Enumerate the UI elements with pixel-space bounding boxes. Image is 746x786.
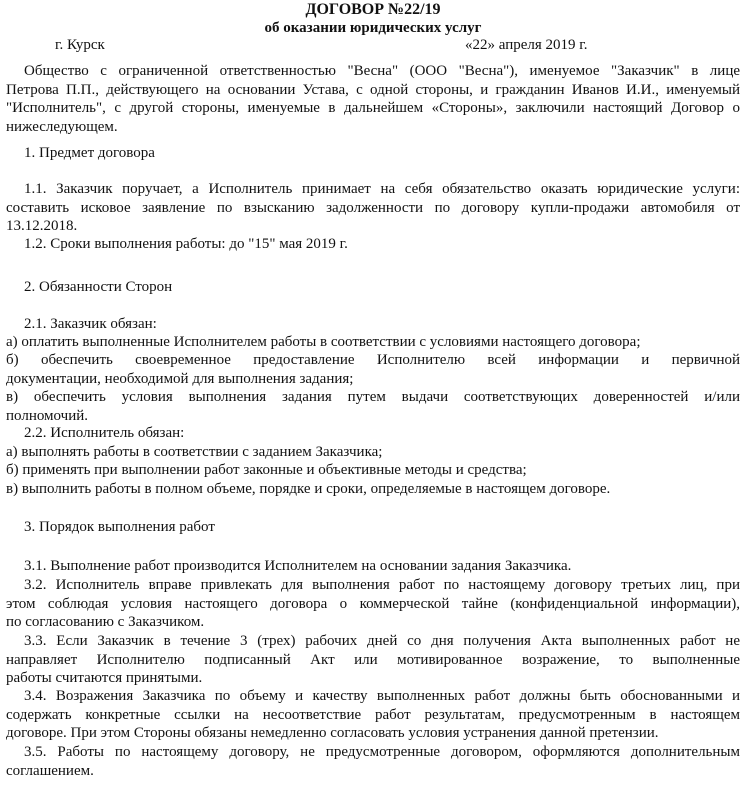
clause-2-1-c-line: в) обеспечить условия выполнения задания путем выдачи соответствующих доверенностей и/или	[6, 389, 740, 405]
clause-3-1-line: 3.1. Выполнение работ производится Исполнителем на основании задания Заказчика.	[24, 558, 572, 574]
clause-3-2-line: 3.2. Исполнитель вправе привлекать для выполнения работ по настоящему договору третьих лиц, при	[24, 577, 740, 593]
intro-line: Петрова П.П., действующего на основании Устава, с одной стороны, и гражданин Иванов И.И., именуемый	[6, 81, 740, 98]
clause-3-3-line: направляет Исполнителю подписанный Акт или мотивированное возражение, то выполненные	[6, 651, 740, 668]
intro-line: Общество с ограниченной ответственностью "Весна" (ООО "Весна"), именуемое "Заказчик" в лице	[24, 63, 740, 79]
clause-3-3-line: 3.3. Если Заказчик в течение 3 (трех) рабочих дней со дня получения Акта выполненных работ не	[24, 633, 740, 649]
section-2-heading-line: 2. Обязанности Сторон	[24, 279, 173, 295]
clause-2-1-b-line: б) обеспечить своевременное предоставление Исполнителю всей информации и первичной	[6, 352, 740, 368]
clause-1-1-line: составить исковое заявление по взысканию задолженности по договору купли-продажи автомобиля от	[6, 199, 740, 216]
intro-line: "Исполнитель", с другой стороны, именуемые в дальнейшем «Стороны», заключили настоящий Договор о	[6, 100, 740, 117]
clause-2-1-b-line: документации, необходимой для выполнения задания;	[6, 370, 354, 387]
document-subtitle: об оказании юридических услуг	[264, 20, 482, 36]
clause-1-1-line: 13.12.2018.	[6, 218, 78, 235]
clause-3-2-line: по согласованию с Заказчиком.	[6, 614, 205, 631]
clause-3-5-line: 3.5. Работы по настоящему договору, не предусмотренные договором, оформляются дополнительным	[24, 744, 740, 760]
clause-3-3-line: работы считаются принятыми.	[6, 670, 203, 687]
clause-2-2-line: 2.2. Исполнитель обязан:	[24, 425, 185, 441]
section-1-heading-line: 1. Предмет договора	[24, 145, 155, 161]
clause-3-4-line: 3.4. Возражения Заказчика по объему и качеству выполненных работ должны быть обоснованными и	[24, 688, 740, 704]
clause-1-2-line: 1.2. Сроки выполнения работы: до "15" мая 2019 г.	[24, 236, 348, 252]
clause-2-2-b-line: б) применять при выполнении работ законные и объективные методы и средства;	[6, 462, 527, 478]
clause-2-1-line: 2.1. Заказчик обязан:	[24, 316, 157, 332]
clause-3-4-line: договоре. При этом Стороны обязаны немедленно согласовать условия устранения данной претензии.	[6, 725, 659, 742]
contract-date: «22» апреля 2019 г.	[465, 37, 588, 53]
clause-3-4-line: содержать конкретные ссылки на несоответствие работ результатам, предусмотренным в настоящем	[6, 706, 740, 723]
clause-3-5-line: соглашением.	[6, 762, 94, 779]
clause-2-2-c-line: в) выполнить работы в полном объеме, порядке и сроки, определяемые в настоящем договоре.	[6, 481, 611, 497]
section-3-heading-line: 3. Порядок выполнения работ	[24, 519, 215, 535]
document-title: ДОГОВОР №22/19	[305, 1, 441, 18]
clause-2-1-a-line: а) оплатить выполненные Исполнителем работы в соответствии с условиями настоящего договора;	[6, 334, 641, 350]
clause-3-2-line: этом соблюдая условия настоящего договора о коммерческой тайне (конфиденциальной информации),	[6, 595, 740, 612]
intro-line: нижеследующем.	[6, 118, 118, 135]
clause-2-2-a-line: а) выполнять работы в соответствии с заданием Заказчика;	[6, 444, 383, 460]
contract-city: г. Курск	[55, 37, 105, 53]
clause-2-1-c-line: полномочий.	[6, 407, 89, 424]
clause-1-1-line: 1.1. Заказчик поручает, а Исполнитель принимает на себя обязательство оказать юридические услуги:	[24, 181, 740, 197]
